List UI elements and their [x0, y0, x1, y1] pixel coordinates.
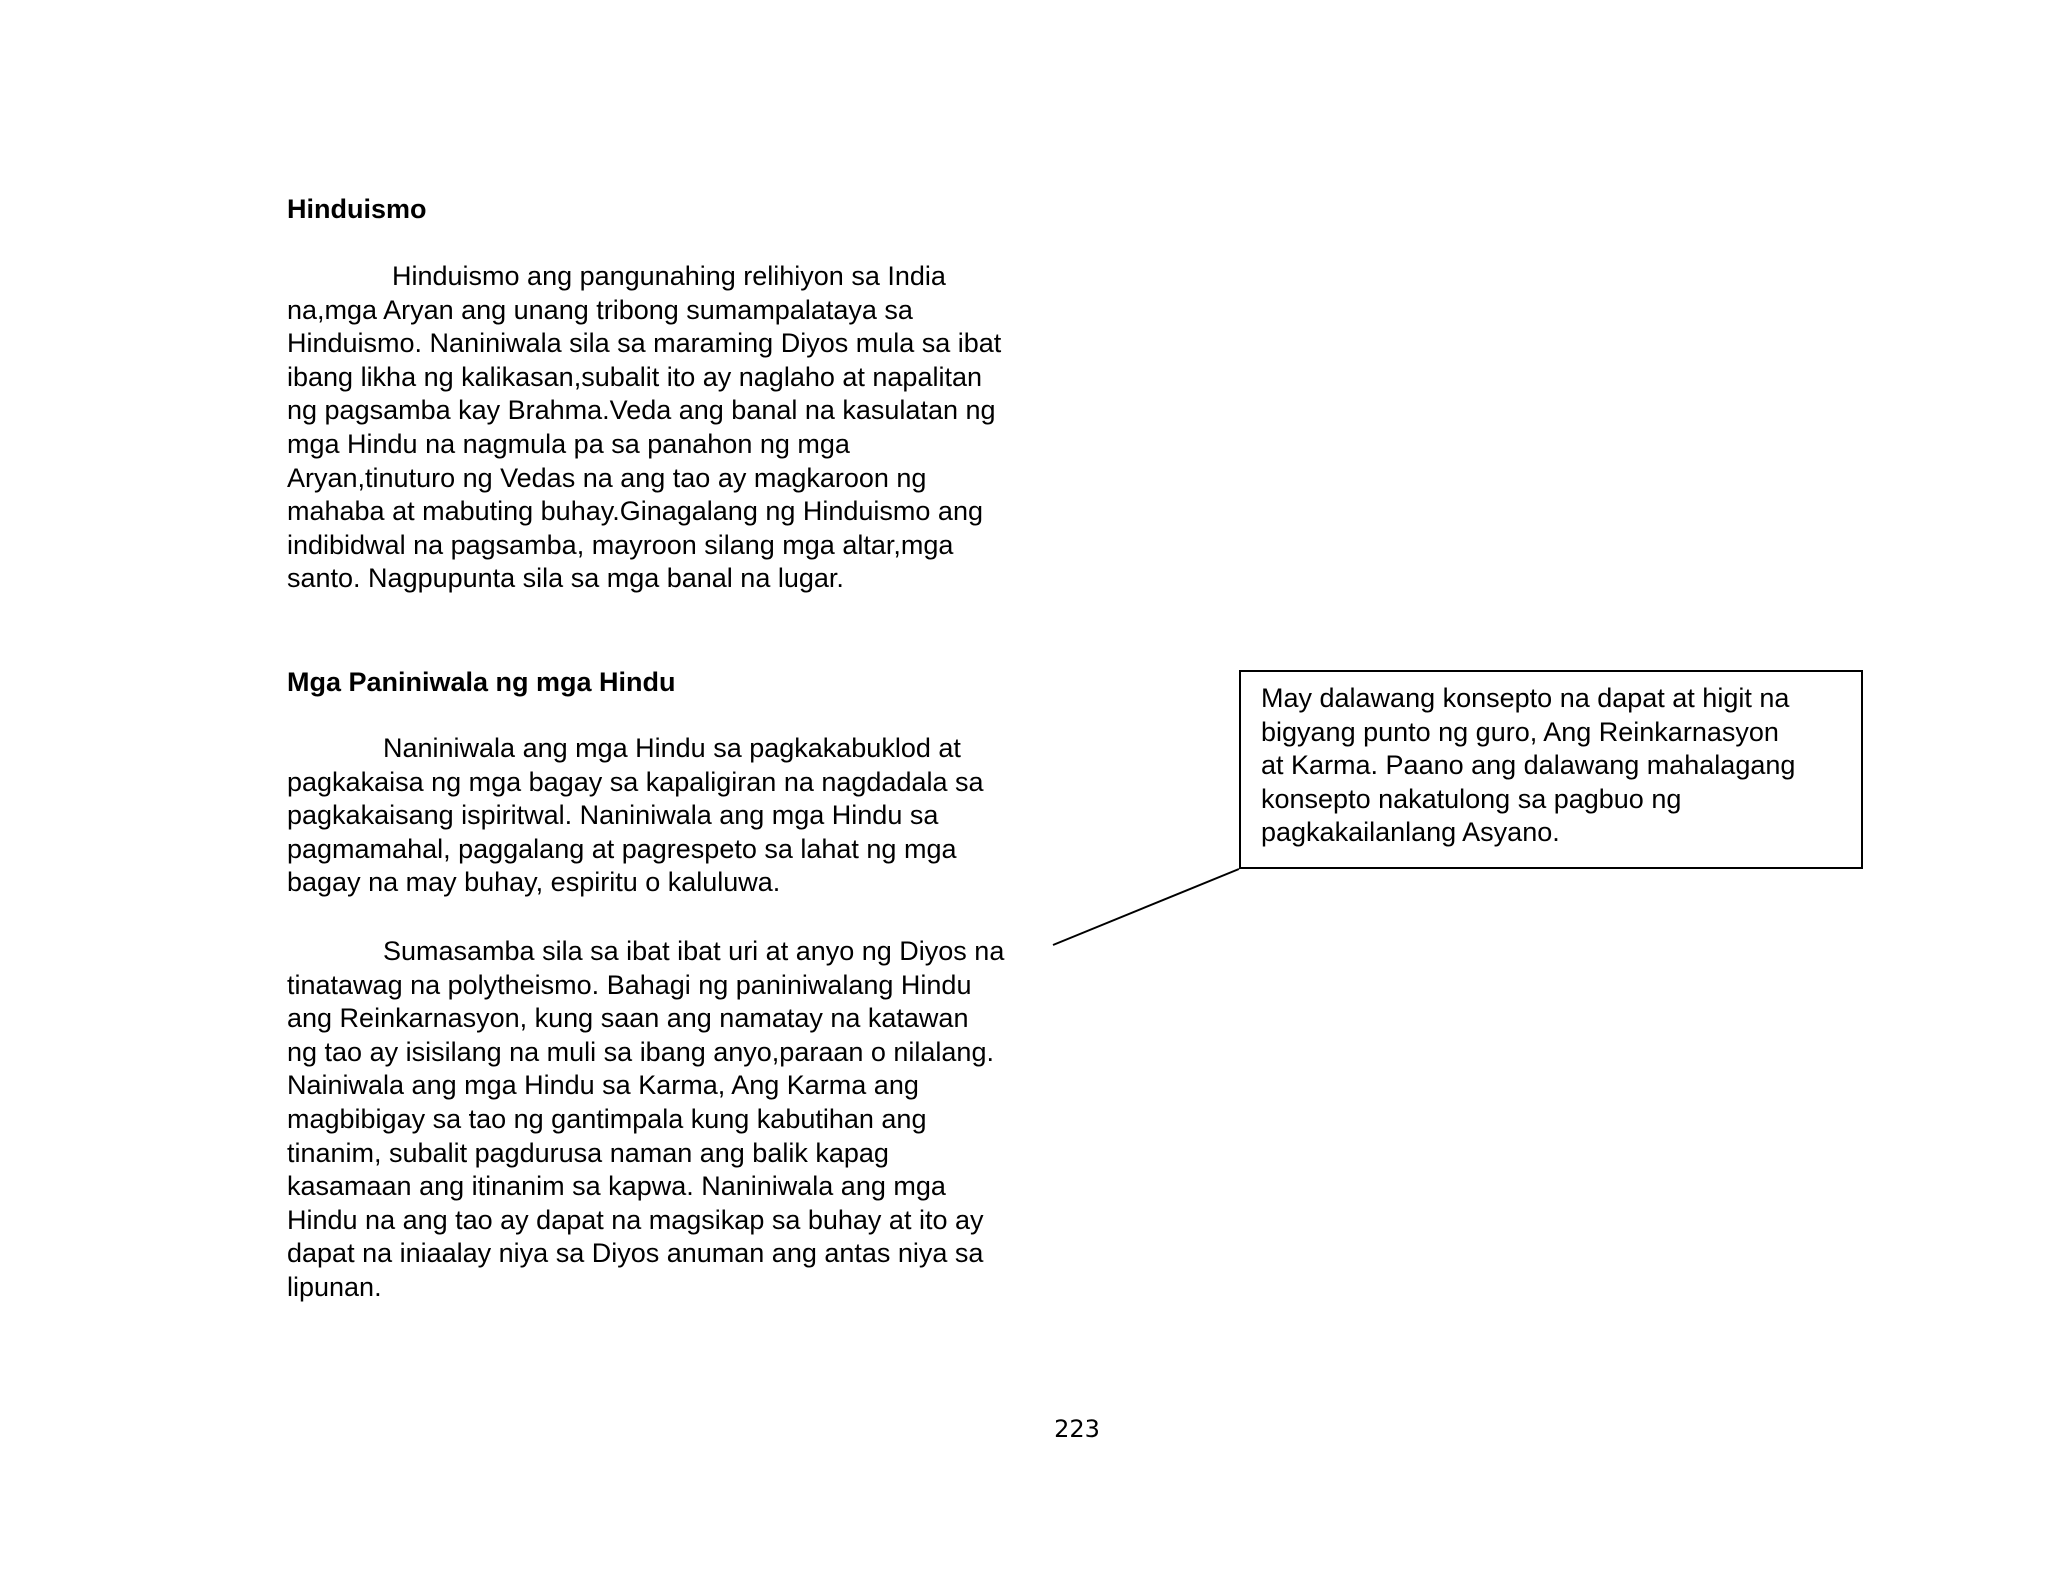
text-line: kasamaan ang itinanim sa kapwa. Naniniwala ang mga [287, 1171, 946, 1202]
text-line: pagmamahal, paggalang at pagrespeto sa lahat ng mga [287, 833, 957, 864]
text-line: Aryan,tinuturo ng Vedas na ang tao ay magkaroon ng [287, 462, 927, 493]
text-line: Naniniwala ang mga Hindu sa pagkakabuklod at [383, 733, 961, 763]
callout-line: pagkakailanlang Asyano. [1261, 817, 1560, 848]
text-line: ng pagsamba kay Brahma.Veda ang banal na kasulatan ng [287, 395, 996, 426]
teacher-note-callout [1239, 670, 1863, 869]
paragraph-paniniwala-1 [287, 732, 1087, 900]
text-line: tinatawag na polytheismo. Bahagi ng paniniwalang Hindu [287, 969, 972, 1000]
paragraph-hinduismo-intro [287, 260, 1087, 596]
section-heading-hinduismo: Hinduismo [287, 194, 427, 224]
text-line: ibang likha ng kalikasan,subalit ito ay naglaho at napalitan [287, 361, 982, 392]
text-line: Hinduismo. Naniniwala sila sa maraming Diyos mula sa ibat [287, 328, 1002, 359]
text-line: magbibigay sa tao ng gantimpala kung kabutihan ang [287, 1103, 927, 1134]
text-line: Hinduismo ang pangunahing relihiyon sa India [392, 261, 946, 291]
section-heading-paniniwala: Mga Paniniwala ng mga Hindu [287, 667, 676, 697]
text-line: mga Hindu na nagmula pa sa panahon ng mga [287, 428, 850, 459]
text-line: pagkakaisang ispiritwal. Naniniwala ang mga Hindu sa [287, 800, 939, 831]
text-line: ng tao ay isisilang na muli sa ibang anyo,paraan o nilalang. [287, 1036, 994, 1067]
text-line: tinanim, subalit pagdurusa naman ang balik kapag [287, 1137, 889, 1168]
paragraph-paniniwala-2 [287, 935, 1087, 1305]
text-line: santo. Nagpupunta sila sa mga banal na lugar. [287, 563, 844, 594]
callout-line: bigyang punto ng guro, Ang Reinkarnasyon [1261, 716, 1779, 747]
text-line: pagkakaisa ng mga bagay sa kapaligiran na nagdadala sa [287, 766, 984, 797]
text-line: Sumasamba sila sa ibat ibat uri at anyo ng Diyos na [383, 936, 1005, 966]
text-line: bagay na may buhay, espiritu o kaluluwa. [287, 867, 781, 898]
text-line: Hindu na ang tao ay dapat na magsikap sa buhay at ito ay [287, 1204, 984, 1235]
text-line: ang Reinkarnasyon, kung saan ang namatay na katawan [287, 1003, 969, 1034]
text-line: indibidwal na pagsamba, mayroon silang mga altar,mga [287, 529, 954, 560]
callout-line: at Karma. Paano ang dalawang mahalagang [1261, 750, 1796, 781]
text-line: mahaba at mabuting buhay.Ginagalang ng Hinduismo ang [287, 496, 983, 527]
callout-line: konsepto nakatulong sa pagbuo ng [1261, 783, 1682, 814]
text-line: Nainiwala ang mga Hindu sa Karma, Ang Karma ang [287, 1070, 919, 1101]
text-line: lipunan. [287, 1271, 382, 1302]
page-number: 223 [1054, 1415, 1100, 1443]
text-line: na,mga Aryan ang unang tribong sumampalataya sa [287, 294, 913, 325]
callout-line: May dalawang konsepto na dapat at higit na [1261, 683, 1790, 713]
text-line: dapat na iniaalay niya sa Diyos anuman ang antas niya sa [287, 1238, 984, 1269]
